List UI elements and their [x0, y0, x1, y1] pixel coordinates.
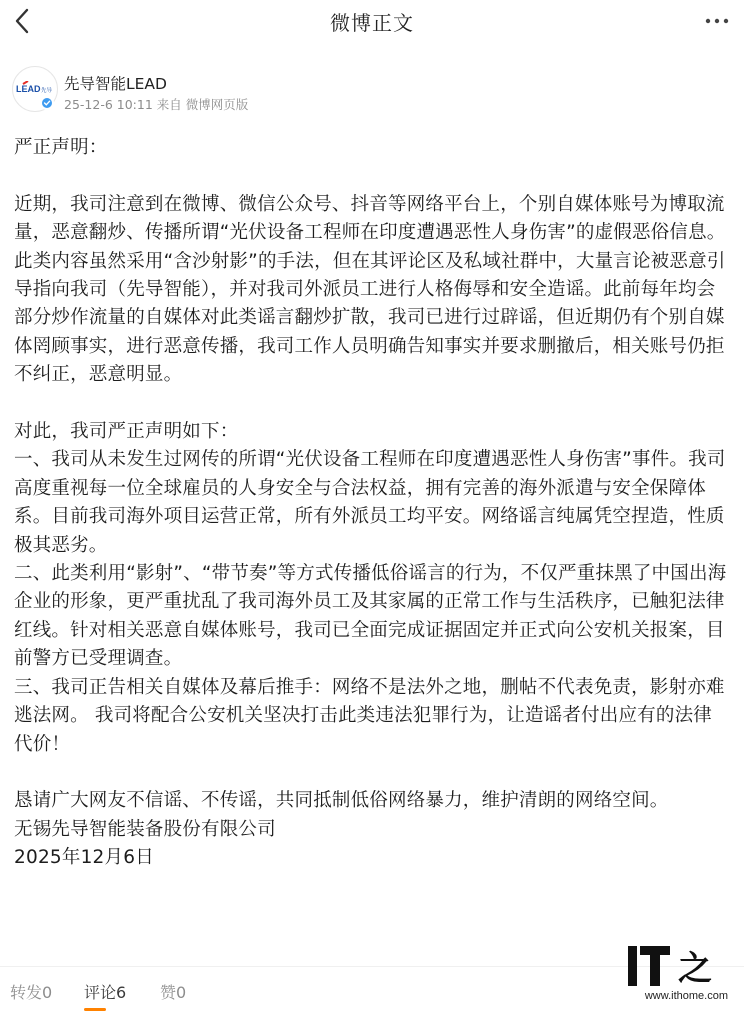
- post-content: [14, 134, 728, 873]
- more-dots-icon: [705, 18, 729, 24]
- ithome-logo-icon: [626, 944, 728, 988]
- point-1: 一、我司从未发生过网传的所谓“光伏设备工程师在印度遭遇恶性人身伤害”事件。我司高度重视每一位全球雇员的人身安全与合法权益，拥有完善的海外派遣与安全保障体系。目前我司海外项目运营正常，所有外派员工均平安。网络谣言纯属凭空捏造，性质极其恶劣。: [14, 449, 726, 556]
- top-nav-bar: [0, 0, 744, 44]
- statement-heading: 严正声明：: [14, 137, 108, 158]
- more-options-button[interactable]: [702, 6, 732, 36]
- closing-text: 恳请广大网友不信谣、不传谣，共同抵制低俗网络暴力，维护清朗的网络空间。: [14, 790, 669, 812]
- watermark-url: www.ithome.com: [644, 990, 728, 1002]
- verified-badge-icon: [40, 96, 54, 110]
- svg-text:先导: 先导: [41, 88, 53, 94]
- page-title: 微博正文: [330, 11, 414, 35]
- company-name: 无锡先导智能装备股份有限公司: [14, 818, 276, 840]
- statement-date: 2025年12月6日: [14, 847, 154, 869]
- author-name[interactable]: 先导智能LEAD: [64, 75, 167, 93]
- point-2: 二、此类利用“影射”、“带节奏”等方式传播低俗谣言的行为，不仅严重抹黑了中国出海企业的形象，更严重扰乱了我司海外员工及其家属的正常工作与生活秩序，已触犯法律红线。针对相关恶意自媒体账号，我司已全面完成证据固定并正式向公安机关报案，目前警方已受理调查。: [14, 563, 727, 670]
- comment-tab[interactable]: 评论6: [84, 983, 127, 1002]
- ithome-watermark: [624, 944, 734, 1008]
- post-meta: 25-12-6 10:11 来自 微博网页版: [64, 97, 249, 112]
- statement-intro: 对此，我司严正声明如下：: [14, 421, 239, 443]
- paragraph-1: 近期，我司注意到在微博、微信公众号、抖音等网络平台上，个别自媒体账号为博取流量，恶意翻炒、传播所谓“光伏设备工程师在印度遭遇恶性人身伤害”的虚假恶俗信息。: [14, 193, 726, 244]
- point-3: 三、我司正告相关自媒体及幕后推手：网络不是法外之地，删帖不代表免责，影射亦难逃法网。 我司将配合公安机关坚决打击此类违法犯罪行为，让造谣者付出应有的法律代价！: [14, 676, 725, 755]
- post-author: [12, 66, 732, 116]
- like-tab[interactable]: 赞0: [160, 983, 187, 1002]
- svg-text:LEAD: LEAD: [16, 84, 41, 94]
- lead-logo-icon: [16, 81, 54, 97]
- repost-tab[interactable]: 转发0: [10, 983, 53, 1002]
- active-tab-indicator: [84, 1008, 106, 1011]
- svg-text:之: 之: [678, 949, 712, 988]
- paragraph-2: 此类内容虽然采用“含沙射影”的手法，但在其评论区及私域社群中，大量言论被恶意引导指向我司（先导智能），并对我司外派员工进行人格侮辱和安全造谣。此前每年均会部分炒作流量的自媒体对此类谣言翻炒扩散，我司已进行过辟谣，但近期仍有个别自媒体罔顾事实，进行恶意传播，我司工作人员明确告知事实并要求删撤后，相关账号仍拒不纠正，恶意明显。: [14, 250, 726, 386]
